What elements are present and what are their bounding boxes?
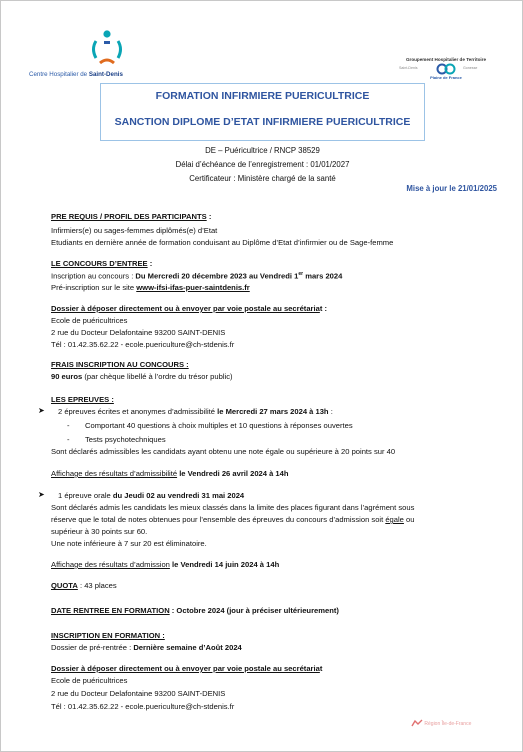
- epreuve-item-1: Comportant 40 questions à choix multiples et 10 questions à réponses ouvertes: [85, 421, 353, 430]
- dash-bullet-icon: -: [67, 435, 70, 444]
- title-line-1: FORMATION INFIRMIERE PUERICULTRICE: [155, 90, 370, 102]
- ght-city-2: Gonesse: [463, 66, 478, 70]
- hospital-name: Centre Hospitalier de Saint-Denis: [29, 71, 123, 78]
- title-box: [100, 83, 425, 141]
- ght-subtitle: Plaine de France: [430, 75, 462, 80]
- update-date: Mise à jour le 21/01/2025: [406, 184, 497, 193]
- epreuves-ecrites: 2 épreuves écrites et anonymes d’admissibilité le Mercredi 27 mars 2024 à 13h :: [58, 407, 333, 416]
- ght-emblem-icon: [435, 63, 457, 75]
- epreuve-item-2: Tests psychotechniques: [85, 435, 166, 444]
- frais-heading: FRAIS INSCRIPTION AU CONCOURS :: [51, 360, 189, 369]
- concours-inscription: Inscription au concours : Du Mercredi 20 décembre 2023 au Vendredi 1er mars 2024: [51, 271, 343, 281]
- arrow-bullet-icon: ➤: [38, 490, 45, 499]
- dossier-address-2: 2 rue du Docteur Delafontaine 93200 SAINT-DENIS: [51, 689, 226, 698]
- quota-line: QUOTA : 43 places: [51, 581, 117, 590]
- affichage-admissibilite: Affichage des résultats d’admissibilité le Vendredi 26 avril 2024 à 14h: [51, 469, 289, 478]
- centre-hospitalier-logo: [29, 27, 159, 81]
- rentree-line: DATE RENTREE EN FORMATION : Octobre 2024 (jour à préciser ultérieurement): [51, 606, 339, 615]
- pre-rentree-line: Dossier de pré-rentrée : Dernière semaine d’Août 2024: [51, 643, 242, 652]
- region-logo: Région Île-de-France: [411, 719, 471, 728]
- dossier-contact-2: Tél : 01.42.35.62.22 - ecole.puericulture@ch-stdenis.fr: [51, 702, 235, 711]
- concours-heading: LE CONCOURS D’ENTREE :: [51, 259, 153, 268]
- dossier-heading-2: Dossier à déposer directement ou à envoyer par voie postale au secrétariat: [51, 664, 323, 673]
- admission-rule-line-1: Sont déclarés admis les candidats les mieux classés dans la limite des places figurant dans l’agrément sous: [51, 503, 415, 512]
- dossier-address-1: 2 rue du Docteur Delafontaine 93200 SAINT-DENIS: [51, 328, 226, 337]
- concours-preinscription: Pré-inscription sur le site www-ifsi-ifas-puer-saintdenis.fr: [51, 283, 250, 292]
- dossier-heading-1: Dossier à déposer directement ou à envoyer par voie postale au secrétariat :: [51, 304, 328, 313]
- dossier-contact-1: Tél : 01.42.35.62.22 - ecole.puericulture@ch-stdenis.fr: [51, 340, 235, 349]
- frais-line: 90 euros (par chèque libellé à l’ordre du trésor public): [51, 372, 233, 381]
- prerequis-heading: PRE REQUIS / PROFIL DES PARTICIPANTS :: [51, 212, 212, 221]
- dossier-school-2: Ecole de puéricultrices: [51, 676, 128, 685]
- dossier-school-1: Ecole de puéricultrices: [51, 316, 128, 325]
- prerequis-line-2: Etudiants en dernière année de formation conduisant au Diplôme d’Etat d’infirmier ou de Sage-femme: [51, 238, 394, 247]
- epreuves-heading: LES EPREUVES :: [51, 395, 114, 404]
- admission-rule-line-3: supérieur à 30 points sur 60.: [51, 527, 148, 536]
- certifier-info: Certificateur : Ministère chargé de la santé: [189, 174, 336, 183]
- site-link[interactable]: www-ifsi-ifas-puer-saintdenis.fr: [136, 283, 250, 292]
- admissibility-rule: Sont déclarés admissibles les candidats ayant obtenu une note égale ou supérieure à 20 points sur 40: [51, 447, 396, 456]
- title-line-2: SANCTION DIPLOME D’ETAT INFIRMIERE PUERICULTRICE: [114, 116, 411, 128]
- deadline-info: Délai d’échéance de l’enregistrement : 01/01/2027: [175, 160, 350, 169]
- ght-city-1: Saint-Denis: [399, 66, 418, 70]
- prerequis-line-1: Infirmiers(e) ou sages-femmes diplômés(e) d’Etat: [51, 226, 218, 235]
- admission-rule-line-4: Une note inférieure à 7 sur 20 est éliminatoire.: [51, 539, 207, 548]
- ght-title: Groupement Hospitalier de Territoire: [405, 57, 487, 62]
- rncp-info: DE – Puéricultrice / RNCP 38529: [205, 146, 320, 155]
- epreuve-orale: 1 épreuve orale du Jeudi 02 au vendredi 31 mai 2024: [58, 491, 245, 500]
- affichage-admission: Affichage des résultats d’admission le Vendredi 14 juin 2024 à 14h: [51, 560, 280, 569]
- hospital-logo-icon: [87, 27, 127, 67]
- region-emblem-icon: [411, 719, 423, 728]
- admission-rule-line-2: réserve que le total de notes obtenues pour l’ensemble des épreuves du concours d’admission soit égale ou: [51, 515, 415, 524]
- inscription-formation-heading: INSCRIPTION EN FORMATION :: [51, 631, 165, 640]
- arrow-bullet-icon: ➤: [38, 406, 45, 415]
- dash-bullet-icon: -: [67, 421, 70, 430]
